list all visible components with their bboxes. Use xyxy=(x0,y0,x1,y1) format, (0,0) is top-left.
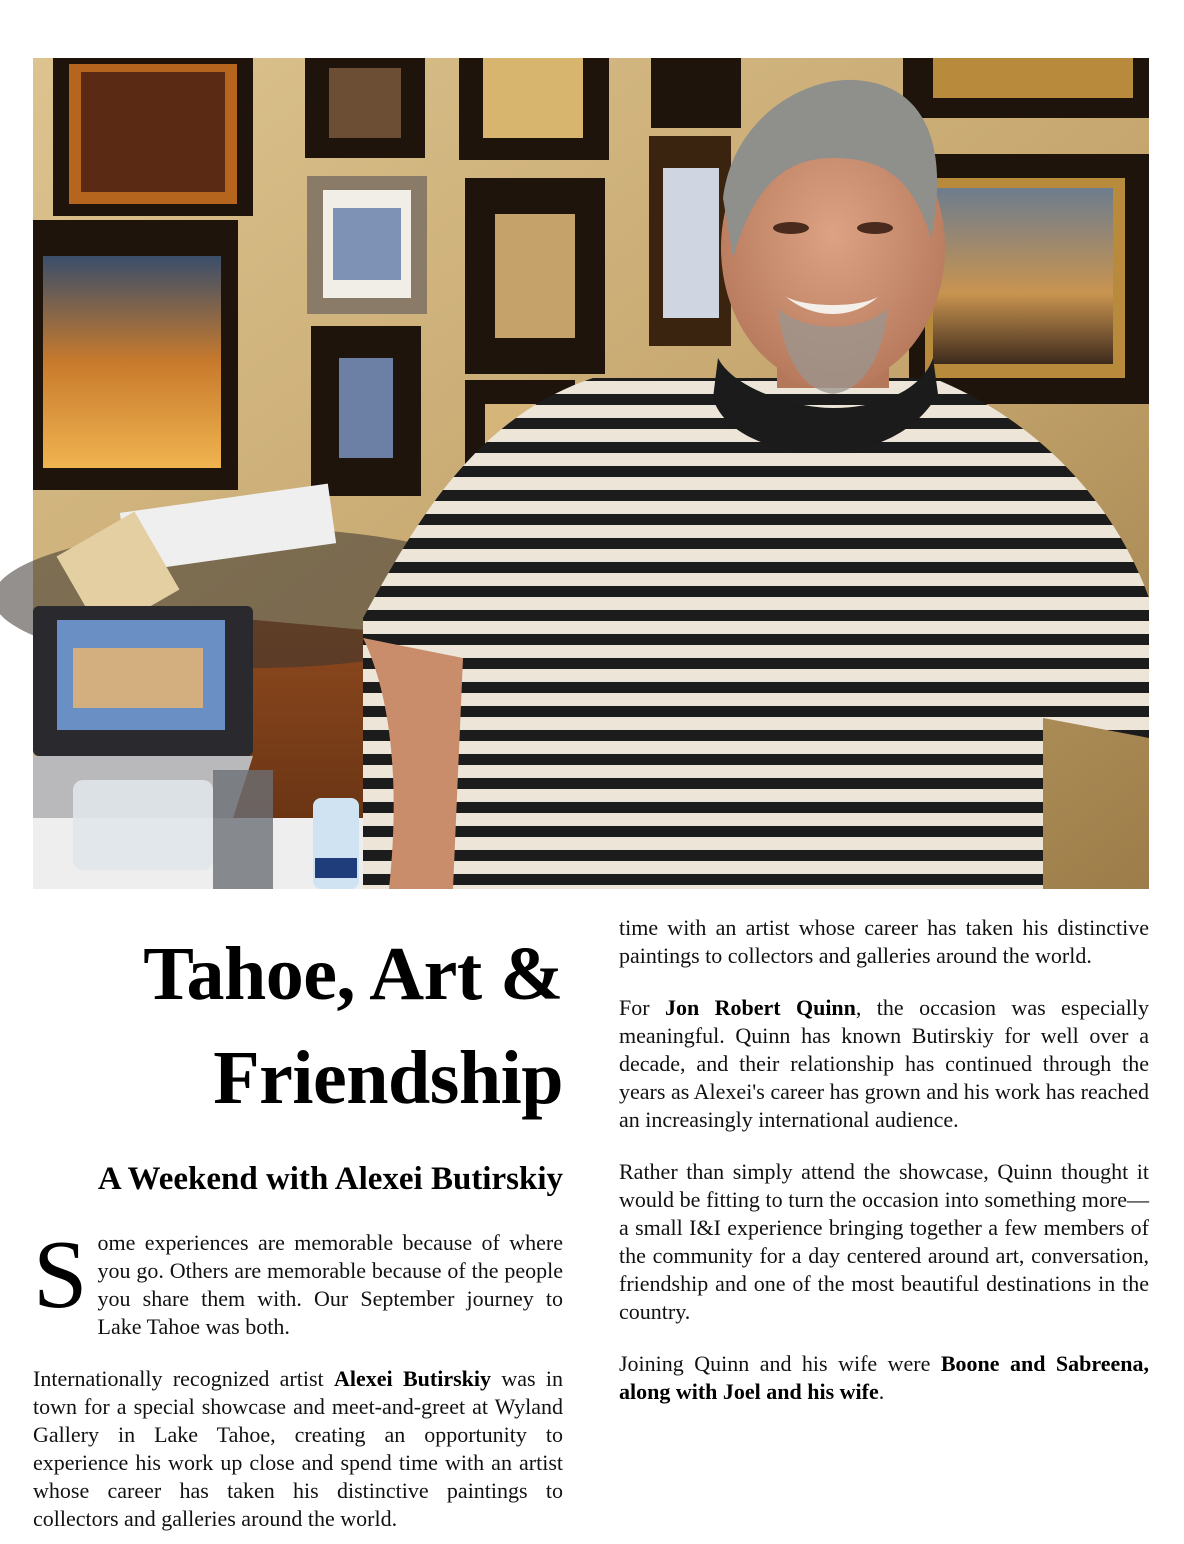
photo-illustration xyxy=(33,58,1149,889)
quinn-name: Jon Robert Quinn xyxy=(664,995,856,1020)
right-column xyxy=(619,914,1149,1406)
paragraph-artist-continued: time with an artist whose career has taken his distinctive paintings to collectors and galleries around the world. xyxy=(619,915,1149,968)
title-line-2: Friendship xyxy=(213,1036,563,1120)
paragraph-intro xyxy=(33,1221,563,1341)
artist-text-a: Internationally recognized artist xyxy=(33,1366,334,1391)
guests-names: Boone and Sabreena, along with Joel and his wife xyxy=(619,1351,1149,1404)
article-subtitle: A Weekend with Alexei Butirskiy xyxy=(97,1161,563,1197)
article-title xyxy=(33,922,563,1130)
drop-cap: S xyxy=(33,1221,88,1329)
paragraph-guests xyxy=(619,1350,1149,1406)
artist-text-b: was in town for a special showcase and meet-and-greet at Wyland Gallery in Lake Tahoe, creating an opportunity to experience his work up close and spend time with an artist whose career has taken his distinctive paintings to collectors and galleries around the world. xyxy=(33,1366,563,1531)
title-line-1: Tahoe, Art & xyxy=(143,932,563,1016)
left-column xyxy=(33,1221,563,1531)
paragraph-quinn xyxy=(619,994,1149,1134)
quinn-text-a: For xyxy=(619,995,665,1020)
artist-name: Alexei Butirskiy xyxy=(334,1366,491,1391)
guests-text-b: . xyxy=(878,1379,885,1404)
quinn-text-b: , the occasion was especially meaningful. Quinn has known Butirskiy for well over a decade, and their relationship has continued through the years as Alexei's career has grown and his work has reached an increasingly international audience. xyxy=(619,995,1150,1132)
paragraph-artist xyxy=(33,1365,563,1533)
guests-text-a: Joining Quinn and his wife were xyxy=(619,1351,941,1376)
article-photo xyxy=(33,58,1149,889)
intro-text: ome experiences are memorable because of where you go. Others are memorable because of the people you share them with. Our September journey to Lake Tahoe was both. xyxy=(97,1230,563,1339)
paragraph-showcase: Rather than simply attend the showcase, Quinn thought it would be fitting to turn the occasion into something more—a small I&I experience bringing together a few members of the community for a day centered around art, conversation, friendship and one of the most beautiful destinations in the country. xyxy=(619,1159,1149,1324)
